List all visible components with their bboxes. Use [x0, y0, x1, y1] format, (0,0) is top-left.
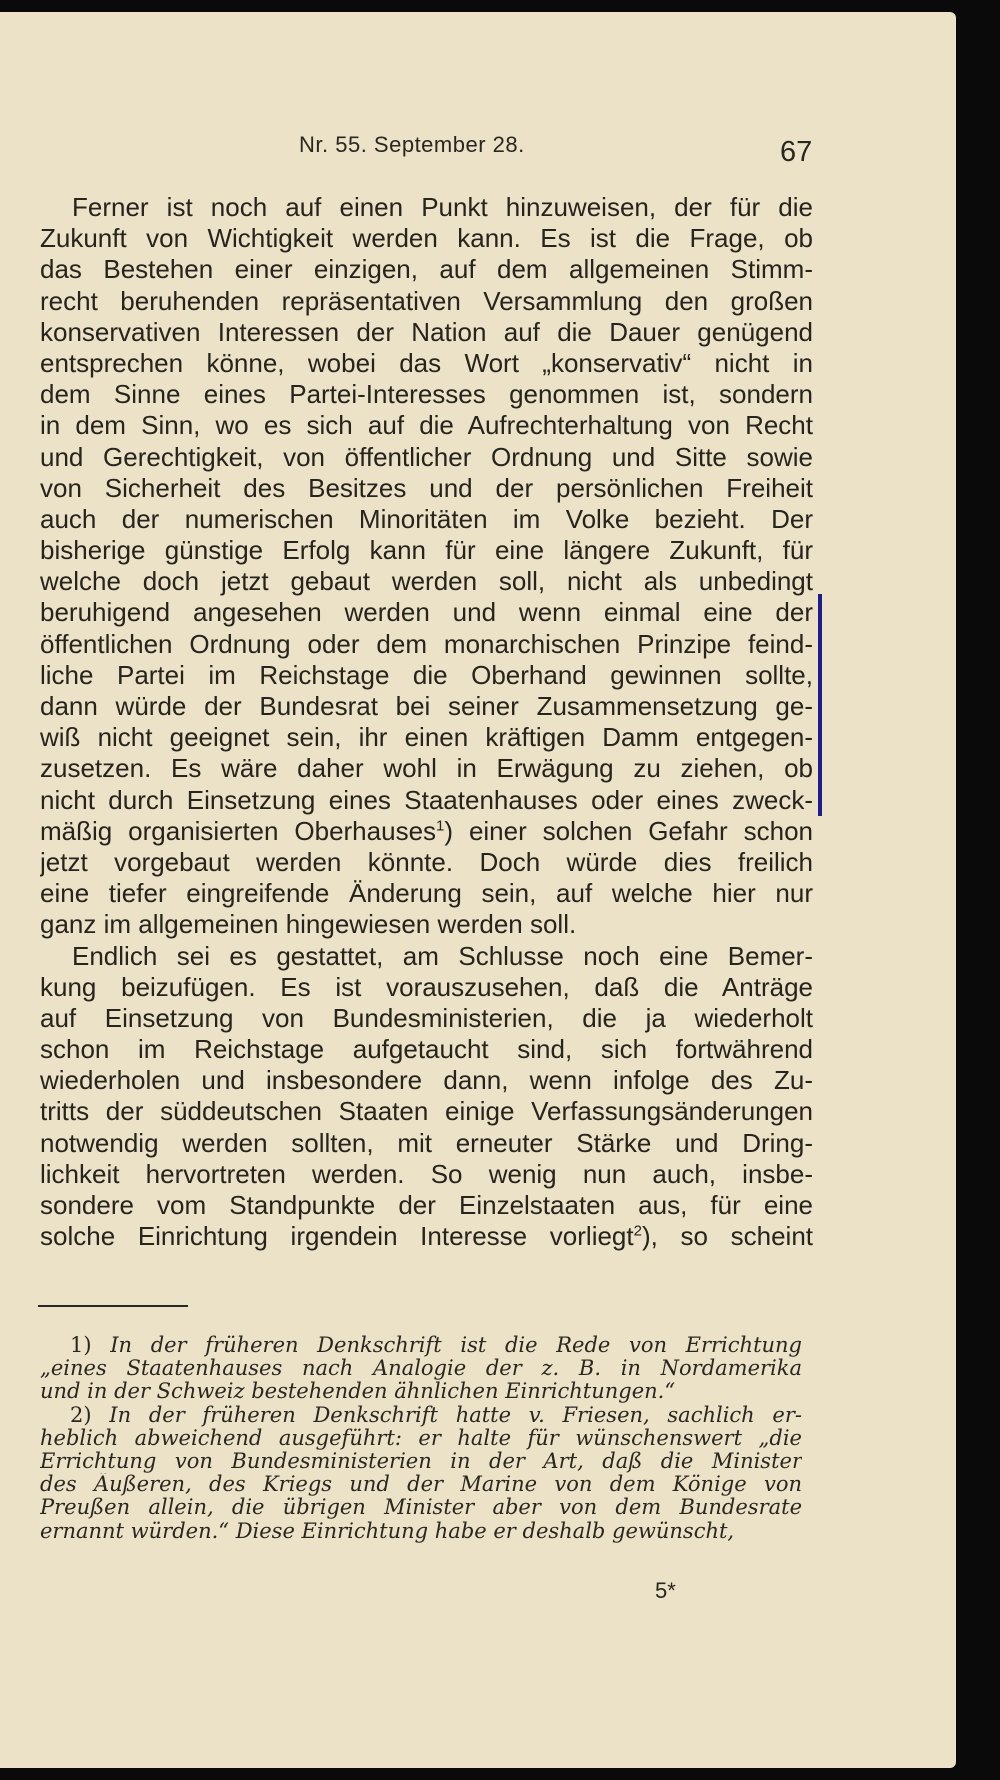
- text-line-content: recht beruhenden repräsentativen Versammlung den großen: [40, 285, 813, 316]
- text-line-content: mäßig organisierten Oberhauses: [40, 815, 437, 846]
- text-line-content: dem Sinne eines Partei-Interesses genommen ist, sondern: [40, 379, 813, 410]
- text-line: [40, 348, 813, 379]
- footnote-line: [40, 1496, 802, 1519]
- text-line: [40, 1096, 813, 1127]
- footnote-reference: 1: [436, 817, 445, 835]
- text-line: [40, 535, 813, 566]
- footnote-line: [40, 1450, 802, 1473]
- footnote-line: [40, 1473, 802, 1496]
- text-line-content: kung beizufügen. Es ist vorauszusehen, daß die Anträge: [40, 971, 813, 1002]
- footnote-text: In der früheren Denkschrift hatte v. Friesen, sachlich er-: [109, 1403, 802, 1427]
- footnote-reference: 2: [633, 1222, 642, 1240]
- text-line-content: nicht durch Einsetzung eines Staatenhauses oder eines zweck-: [40, 784, 813, 815]
- running-title: Nr. 55. September 28.: [299, 132, 525, 157]
- footnote-text: Preußen allein, die übrigen Minister aber von dem Bundesrate: [40, 1496, 802, 1520]
- text-line-content: schon im Reichstage aufgetaucht sind, sich fortwährend: [40, 1034, 813, 1065]
- book-page: [0, 12, 956, 1768]
- text-line-content: das Bestehen einer einzigen, auf dem allgemeinen Stimm-: [40, 254, 813, 285]
- text-line-content: lichkeit hervortreten werden. So wenig nun auch, insbe-: [40, 1158, 813, 1189]
- text-line: [40, 223, 813, 254]
- footnote-line: [40, 1404, 802, 1427]
- text-line-content: tritts der süddeutschen Staaten einige Verfassungsänderungen: [40, 1096, 813, 1127]
- text-line-content: eine tiefer eingreifende Änderung sein, auf welche hier nur: [40, 878, 813, 909]
- text-line: [40, 972, 813, 1003]
- text-line: [40, 1159, 813, 1190]
- footnote-line: [40, 1334, 802, 1357]
- text-line: [40, 254, 813, 285]
- footnote-text: des Äußeren, des Kriegs und der Marine von dem Könige von: [40, 1473, 802, 1497]
- footnote-text: und in der Schweiz bestehenden ähnlichen Einrichtungen.“: [40, 1380, 676, 1404]
- text-line: [40, 1190, 813, 1221]
- text-line: [40, 504, 813, 535]
- footnote-text: In der früheren Denkschrift ist die Rede von Errichtung: [110, 1334, 802, 1357]
- text-line-content: dann würde der Bundesrat bei seiner Zusammensetzung ge-: [40, 691, 813, 721]
- body-text: [40, 192, 813, 1252]
- text-line: [40, 816, 813, 847]
- footnote-line: [40, 1357, 802, 1380]
- text-line: [40, 1034, 813, 1065]
- text-line-content: wiederholen und insbesondere dann, wenn infolge des Zu-: [40, 1065, 813, 1096]
- text-line: [40, 722, 813, 753]
- footnote-number: 1): [70, 1334, 111, 1357]
- footnote-number: 2): [70, 1403, 110, 1427]
- text-line: [40, 691, 813, 722]
- footnote-text: heblich abweichend ausgeführt: er halte für wünschenswert „die: [40, 1426, 802, 1450]
- footnotes: [40, 1334, 802, 1543]
- text-line-content: von Sicherheit des Besitzes und der persönlichen Freiheit: [40, 472, 813, 503]
- text-line: [40, 629, 813, 660]
- text-line: [40, 317, 813, 348]
- text-line: [40, 442, 813, 473]
- text-line-continuation: ) einer solchen Gefahr schon: [444, 815, 813, 846]
- text-line: [40, 473, 813, 504]
- text-line: [40, 597, 813, 628]
- text-line: [40, 1003, 813, 1034]
- text-line: [40, 192, 813, 223]
- text-line-continuation: ), so scheint: [641, 1221, 813, 1252]
- text-line-content: solche Einrichtung irgendein Interesse vorliegt: [40, 1221, 634, 1252]
- text-line: [40, 847, 813, 878]
- text-line-content: welche doch jetzt gebaut werden soll, nicht als unbedingt: [40, 566, 813, 597]
- text-line: [40, 909, 813, 940]
- text-line-content: ganz im allgemeinen hingewiesen werden soll.: [40, 909, 577, 940]
- page-number: 67: [780, 136, 813, 168]
- text-line-content: notwendig werden sollten, mit erneuter Stärke und Dring-: [40, 1127, 813, 1158]
- text-line: [40, 660, 813, 691]
- footnote-line: [40, 1427, 802, 1450]
- footnote-text: ernannt würden.“ Diese Einrichtung habe er deshalb gewünscht,: [40, 1519, 735, 1543]
- footnote-line: [40, 1380, 802, 1403]
- text-line: [40, 410, 813, 441]
- signature-mark: 5*: [655, 1578, 676, 1603]
- footnote-text: „eines Staatenhauses nach Analogie der z. B. in Nordamerika: [40, 1357, 802, 1381]
- text-line: [40, 379, 813, 410]
- page-header: [0, 132, 820, 172]
- text-line: [40, 1065, 813, 1096]
- text-line: [40, 941, 813, 972]
- text-line: [40, 1221, 813, 1252]
- text-line: [40, 785, 813, 816]
- text-line-content: zusetzen. Es wäre daher wohl in Erwägung zu ziehen, ob: [40, 753, 813, 784]
- footnote-text: Errichtung von Bundesministerien in der Art, daß die Minister: [40, 1449, 802, 1473]
- text-line-content: konservativen Interessen der Nation auf die Dauer genügend: [40, 316, 813, 347]
- text-line-content: auf Einsetzung von Bundesministerien, die ja wiederholt: [40, 1002, 813, 1033]
- text-line: [40, 1128, 813, 1159]
- text-line: [40, 753, 813, 784]
- text-line-content: auch der numerischen Minoritäten im Volke bezieht. Der: [40, 503, 813, 534]
- text-line-content: liche Partei im Reichstage die Oberhand gewinnen sollte,: [40, 659, 813, 690]
- text-line: [40, 566, 813, 597]
- text-line-content: Zukunft von Wichtigkeit werden kann. Es ist die Frage, ob: [40, 223, 813, 254]
- text-line: [40, 286, 813, 317]
- text-line-content: wiß nicht geeignet sein, ihr einen kräftigen Damm entgegen-: [40, 722, 813, 753]
- text-line-content: entsprechen könne, wobei das Wort „konservativ“ nicht in: [40, 347, 813, 378]
- text-line-content: beruhigend angesehen werden und wenn einmal eine der: [40, 597, 813, 628]
- text-line-content: in dem Sinn, wo es sich auf die Aufrechterhaltung von Recht: [40, 410, 813, 441]
- text-line: [40, 878, 813, 909]
- text-line-content: bisherige günstige Erfolg kann für eine längere Zukunft, für: [40, 535, 813, 566]
- text-line-content: öffentlichen Ordnung oder dem monarchischen Prinzipe feind-: [40, 628, 813, 659]
- text-line-content: und Gerechtigkeit, von öffentlicher Ordnung und Sitte sowie: [40, 441, 813, 472]
- footnote-line: [40, 1520, 802, 1543]
- text-line-content: Endlich sei es gestattet, am Schlusse noch eine Bemer-: [72, 940, 813, 971]
- text-line-content: Ferner ist noch auf einen Punkt hinzuweisen, der für die: [72, 192, 813, 222]
- margin-marking-line: [818, 594, 822, 816]
- footnote-separator: [38, 1305, 188, 1307]
- text-line-content: sondere vom Standpunkte der Einzelstaaten aus, für eine: [40, 1190, 813, 1220]
- text-line-content: jetzt vorgebaut werden könnte. Doch würde dies freilich: [40, 846, 813, 877]
